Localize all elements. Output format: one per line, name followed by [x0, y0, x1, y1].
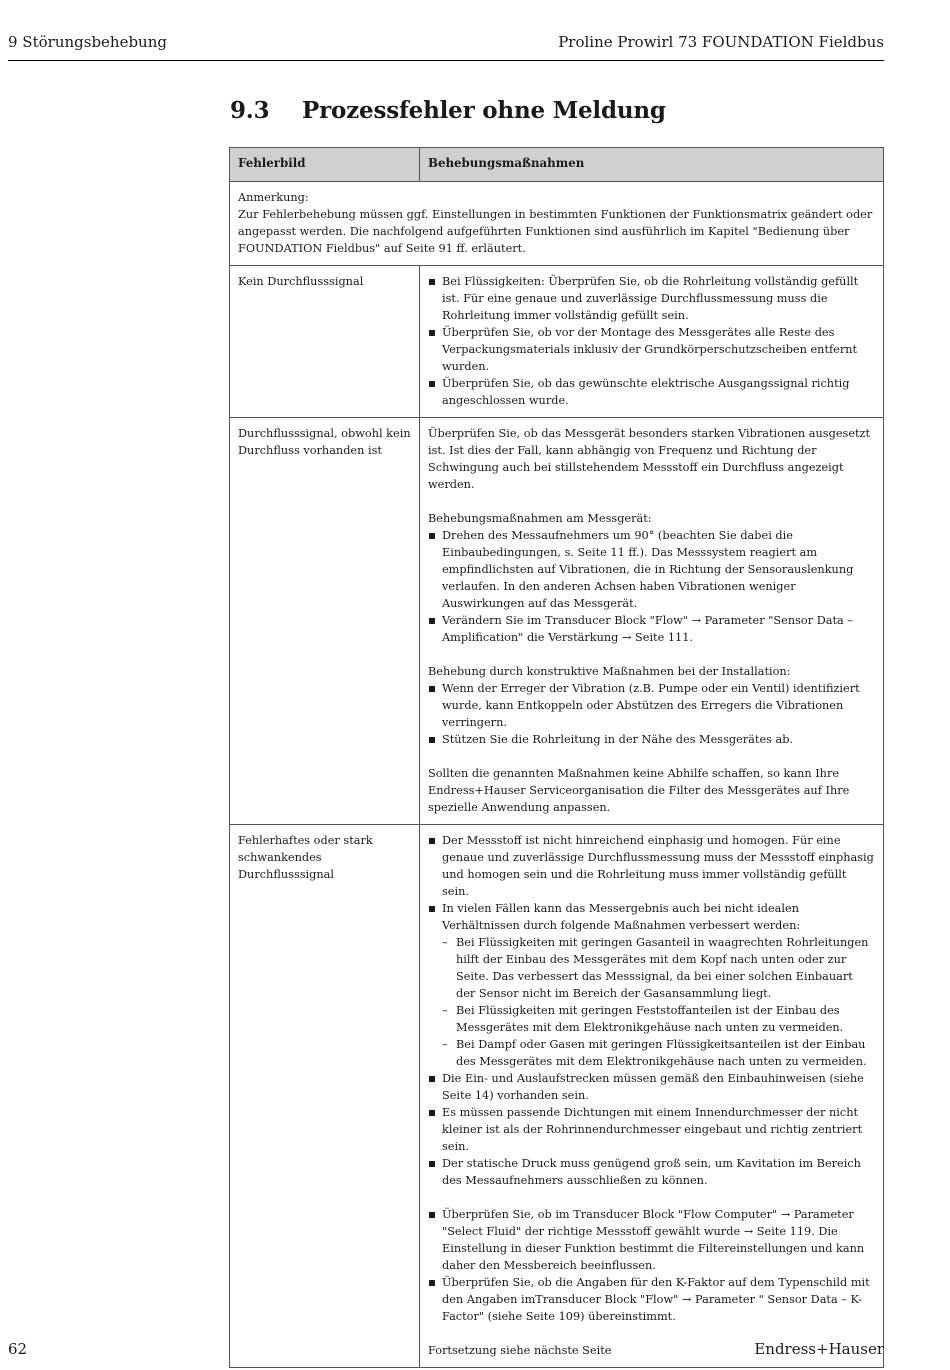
continued-note: Fortsetzung siehe nächste Seite: [428, 1344, 612, 1357]
header-rule: [8, 60, 884, 61]
list-item: Überprüfen Sie, ob vor der Montage des Messgerätes alle Reste des Verpackungsmaterials inklusiv der Grundkörperschutzscheiben entfernt wurden.: [428, 324, 875, 375]
note-cell: [230, 182, 884, 266]
section-heading: [230, 97, 666, 124]
bullet-list: [428, 832, 875, 934]
note-label: Anmerkung:: [238, 191, 309, 204]
list-item: – Bei Flüssigkeiten mit geringen Feststoffanteilen ist der Einbau des Messgerätes mit dem Elektronikgehäuse nach unten zu vermeiden.: [428, 1002, 875, 1036]
column-header-remedy: Behebungsmaßnahmen: [420, 148, 884, 182]
list-item: Stützen Sie die Rohrleitung in der Nähe des Messgerätes ab.: [428, 731, 875, 748]
list-item: Überprüfen Sie, ob die Angaben für den K-Faktor auf dem Typenschild mit den Angaben imTransducer Block "Flow" → Parameter " Sensor Data – K-Factor" (siehe Seite 109) übereinstimmt.: [428, 1274, 875, 1325]
list-item: Verändern Sie im Transducer Block "Flow" → Parameter "Sensor Data – Amplification" die Verstärkung → Seite 111.: [428, 612, 875, 646]
brand-name: Endress+Hauser: [754, 1340, 884, 1358]
fault-cell: Durchflusssignal, obwohl kein Durchfluss vorhanden ist: [230, 418, 420, 825]
list-item: Bei Flüssigkeiten: Überprüfen Sie, ob die Rohrleitung vollständig gefüllt ist. Für eine genaue und zuverlässige Durchflussmessung muss die Rohrleitung immer vollständig gefüllt sein.: [428, 273, 875, 324]
table-header-row: [230, 148, 884, 182]
remedy-intro: Überprüfen Sie, ob das Messgerät besonders starken Vibrationen ausgesetzt ist. Ist dies der Fall, kann abhängig von Frequenz und Richtung der Schwingung auch bei stillstehendem Messstoff ein Durchfluss angezeigt werden.: [428, 427, 871, 491]
remedy-group-title: Behebung durch konstruktive Maßnahmen bei der Installation:: [428, 665, 791, 678]
list-item: Drehen des Messaufnehmers um 90° (beachten Sie dabei die Einbaubedingungen, s. Seite 11 ff.). Das Messsystem reagiert am empfindlichsten auf Vibrationen, die in Richtung der Sensorauslenkung verlaufen. In den anderen Achsen haben Vibrationen weniger Auswirkungen auf das Messgerät.: [428, 527, 875, 612]
bullet-list: [428, 527, 875, 646]
note-text: Zur Fehlerbehebung müssen ggf. Einstellungen in bestimmten Funktionen der Funktionsmatrix geändert oder angepasst werden. Die nachfolgend aufgeführten Funktionen sind ausführlich im Kapitel "Bedienung über FOUNDATION Fieldbus" auf Seite 91 ff. erläutert.: [238, 208, 873, 255]
bullet-list: [428, 680, 875, 748]
table-row: [230, 825, 884, 1368]
list-item: Überprüfen Sie, ob im Transducer Block "Flow Computer" → Parameter "Select Fluid" der richtige Messstoff gewählt wurde → Seite 119. Die Einstellung in dieser Funktion bestimmt die Filtereinstellungen und kann daher den Messbereich beeinflussen.: [428, 1206, 875, 1274]
list-item-text: In vielen Fällen kann das Messergebnis auch bei nicht idealen Verhältnissen durch folgende Maßnahmen verbessert werden:: [442, 902, 801, 932]
table-row: [230, 266, 884, 418]
list-item: [428, 900, 875, 934]
list-item: Überprüfen Sie, ob das gewünschte elektrische Ausgangssignal richtig angeschlossen wurde.: [428, 375, 875, 409]
fault-cell: Fehlerhaftes oder stark schwankendes Durchflusssignal: [230, 825, 420, 1368]
list-item: Es müssen passende Dichtungen mit einem Innendurchmesser der nicht kleiner ist als der Rohrinnendurchmesser eingebaut und richtig zentriert sein.: [428, 1104, 875, 1155]
section-number: 9.3: [230, 97, 270, 124]
troubleshooting-table: [229, 147, 884, 1368]
note-row: [230, 182, 884, 266]
header-chapter: 9 Störungsbehebung: [8, 33, 167, 51]
list-item: Der Messstoff ist nicht hinreichend einphasig und homogen. Für eine genaue und zuverlässige Durchflussmessung muss der Messstoff einphasig und homogen sein und die Rohrleitung muss immer vollständig gefüllt sein.: [428, 832, 875, 900]
remedy-cell: [420, 266, 884, 418]
bullet-list: [428, 1070, 875, 1189]
dash-list: [428, 934, 875, 1070]
list-item: Die Ein- und Auslaufstrecken müssen gemäß den Einbauhinweisen (siehe Seite 14) vorhanden sein.: [428, 1070, 875, 1104]
remedy-cell: [420, 418, 884, 825]
list-item: – Bei Flüssigkeiten mit geringen Gasanteil in waagrechten Rohrleitungen hilft der Einbau des Messgerätes mit dem Kopf nach unten oder zur Seite. Das verbessert das Messsignal, da bei einer solchen Einbauart der Sensor nicht im Bereich der Gasansammlung liegt.: [428, 934, 875, 1002]
table-row: [230, 418, 884, 825]
list-item: Der statische Druck muss genügend groß sein, um Kavitation im Bereich des Messaufnehmers ausschließen zu können.: [428, 1155, 875, 1189]
bullet-list: [428, 273, 875, 409]
remedy-outro: Sollten die genannten Maßnahmen keine Abhilfe schaffen, so kann Ihre Endress+Hauser Serviceorganisation die Filter des Messgerätes auf Ihre spezielle Anwendung anpassen.: [428, 767, 850, 814]
bullet-list: [428, 1206, 875, 1325]
list-item: Wenn der Erreger der Vibration (z.B. Pumpe oder ein Ventil) identifiziert wurde, kann Entkoppeln oder Abstützen des Erregers die Vibrationen verringern.: [428, 680, 875, 731]
section-title: Prozessfehler ohne Meldung: [302, 97, 666, 124]
header-product: Proline Prowirl 73 FOUNDATION Fieldbus: [558, 33, 884, 51]
remedy-cell: [420, 825, 884, 1368]
page-number: 62: [8, 1340, 28, 1358]
column-header-fault: Fehlerbild: [230, 148, 420, 182]
remedy-group-title: Behebungsmaßnahmen am Messgerät:: [428, 512, 652, 525]
list-item: – Bei Dampf oder Gasen mit geringen Flüssigkeitsanteilen ist der Einbau des Messgerätes mit dem Elektronikgehäuse nach unten zu vermeiden.: [428, 1036, 875, 1070]
fault-cell: Kein Durchflusssignal: [230, 266, 420, 418]
